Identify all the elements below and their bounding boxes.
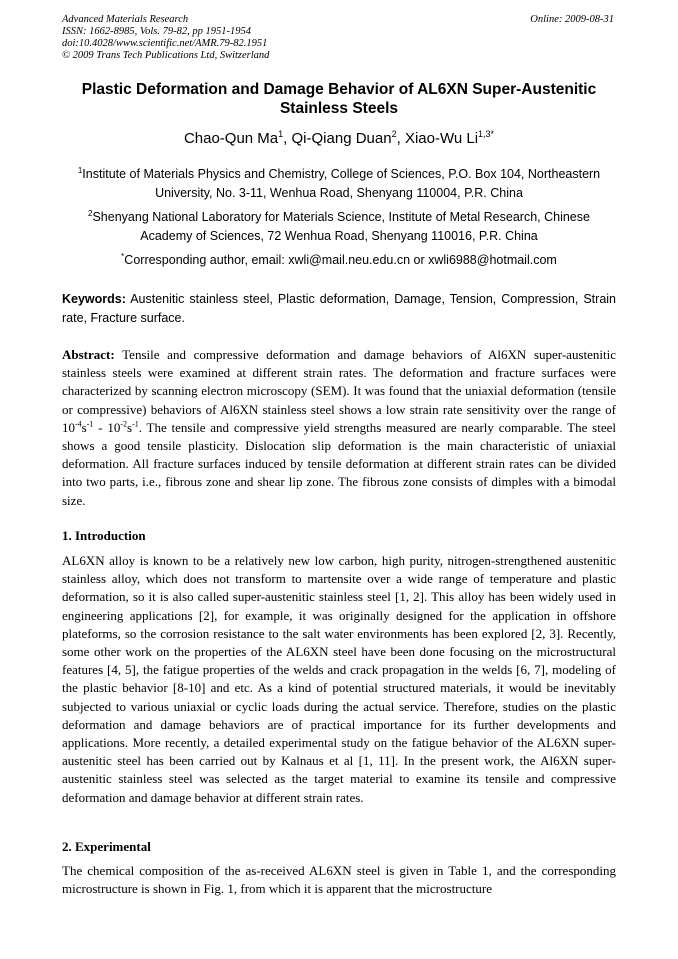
exponent: -4 (75, 419, 82, 429)
introduction-paragraph: AL6XN alloy is known to be a relatively new low carbon, high purity, nitrogen-strengthened austenitic stainless alloy, which does not transform to martensite over a wide range of temperature and plastic deformation, so it is also called super-austenitic stainless steel [1, 2]. This alloy has been widely used in engineering applications [2], for example, it was originally designed for the application in offshore plateforms, so the corrosion resistance to the salt water environments has been explored [2, 3]. Recently, some other work on the properties of the AL6XN steel have been done focusing on the microstructural features [4, 5], the fatigue properties of the welds and crack propagation in the welds [6, 7], modeling of the plastic behavior [8-10] and etc. As a kind of potential structured materials, it would be inevitably subjected to various uniaxial or cyclic loads during the actual service. Therefore, studies on the plastic deformation and damage behaviors are of practical importance for its further developments and applications. More recently, a detailed experimental study on the fatigue behavior of the AL6XN super-austenitic steel has been carried out by Kalnaus et al [1, 11]. In the present work, the Al6XN super-austenitic stainless steel was selected as the target material to examine its tensile and compressive deformation and damage behavior at different strain rates. (62, 553, 616, 805)
online-date: Online: 2009-08-31 (530, 14, 614, 25)
affiliation-text: Shenyang National Laboratory for Materials Science, Institute of Metal Research, Chinese Academy of Sciences, 72 Wenhua Road, Shenyang 110016, P.R. China (92, 210, 590, 243)
keywords (62, 290, 616, 328)
author-name: Qi-Qiang Duan (291, 130, 392, 147)
affiliation-mark: 1 (77, 165, 83, 175)
author-affiliation-mark: 1,3* (478, 129, 495, 139)
copyright-line: © 2009 Trans Tech Publications Ltd, Switzerland (62, 50, 270, 61)
paper-title: Plastic Deformation and Damage Behavior of AL6XN Super-Austenitic Stainless Steels (81, 81, 597, 117)
affiliation (62, 208, 616, 246)
affiliation (62, 165, 616, 203)
journal-header (62, 14, 269, 62)
abstract-text: . The tensile and compressive yield strengths measured are nearly comparable. The steel shows a good tensile plasticity. Dislocation slip deformation is the main characteristic of uniaxial deformation. All fracture surfaces induced by tensile deformation at different strain rates can be divided into two parts, i.e., fibrous zone and shear lip zone. The fibrous zone consists of dimples with a bimodal size. (62, 419, 616, 508)
exponent: -1 (132, 419, 139, 429)
author-name: Xiao-Wu Li (404, 130, 479, 147)
author-separator: , (396, 130, 405, 147)
issn-line: ISSN: 1662-8985, Vols. 79-82, pp 1951-1954 (62, 26, 251, 37)
abstract-text: Tensile and compressive deformation and damage behaviors of Al6XN super-austenitic stainless steels were examined at different strain rates. The deformation and fracture surfaces were characterized by scanning electron microscopy (SEM). It was found that the uniaxial deformation (tensile or compressive) behaviors of Al6XN stainless steel shows a low strain rate sensitivity over the range of 10 (62, 347, 616, 435)
affiliation-text: Institute of Materials Physics and Chemistry, College of Sciences, P.O. Box 104, Northeastern University, No. 3-11, Wenhua Road, Shenyang 110004, P.R. China (82, 167, 601, 200)
author-separator: , (283, 130, 292, 147)
abstract-label: Abstract: (62, 347, 115, 362)
abstract-text: s (127, 419, 133, 435)
journal-name: Advanced Materials Research (62, 14, 189, 25)
exponent: -2 (120, 419, 127, 429)
keywords-text: Austenitic stainless steel, Plastic deformation, Damage, Tension, Compression, Strain rate, Fracture surface. (62, 292, 616, 325)
exponent: -1 (86, 419, 94, 429)
keywords-label: Keywords: (62, 292, 126, 306)
affiliation-mark: 2 (88, 208, 93, 218)
abstract (62, 346, 616, 510)
doi-line: doi:10.4028/www.scientific.net/AMR.79-82.1951 (62, 38, 268, 49)
section-heading-experimental: 2. Experimental (62, 839, 151, 854)
corresponding-text: Corresponding author, email: xwli@mail.neu.edu.cn or xwli6988@hotmail.com (124, 253, 557, 267)
corresponding-mark: * (121, 251, 125, 261)
abstract-text: s (81, 419, 87, 435)
author-affiliation-mark: 2 (391, 129, 397, 139)
author-affiliation-mark: 1 (278, 129, 284, 139)
corresponding-author (62, 251, 616, 270)
abstract-text: - 10 (93, 419, 121, 435)
experimental-paragraph: The chemical composition of the as-received AL6XN steel is given in Table 1, and the corresponding microstructure is shown in Fig. 1, from which it is apparent that the microstructure (62, 863, 616, 897)
author-list (62, 130, 616, 148)
section-heading-introduction: 1. Introduction (62, 528, 146, 543)
author-name: Chao-Qun Ma (183, 130, 279, 147)
